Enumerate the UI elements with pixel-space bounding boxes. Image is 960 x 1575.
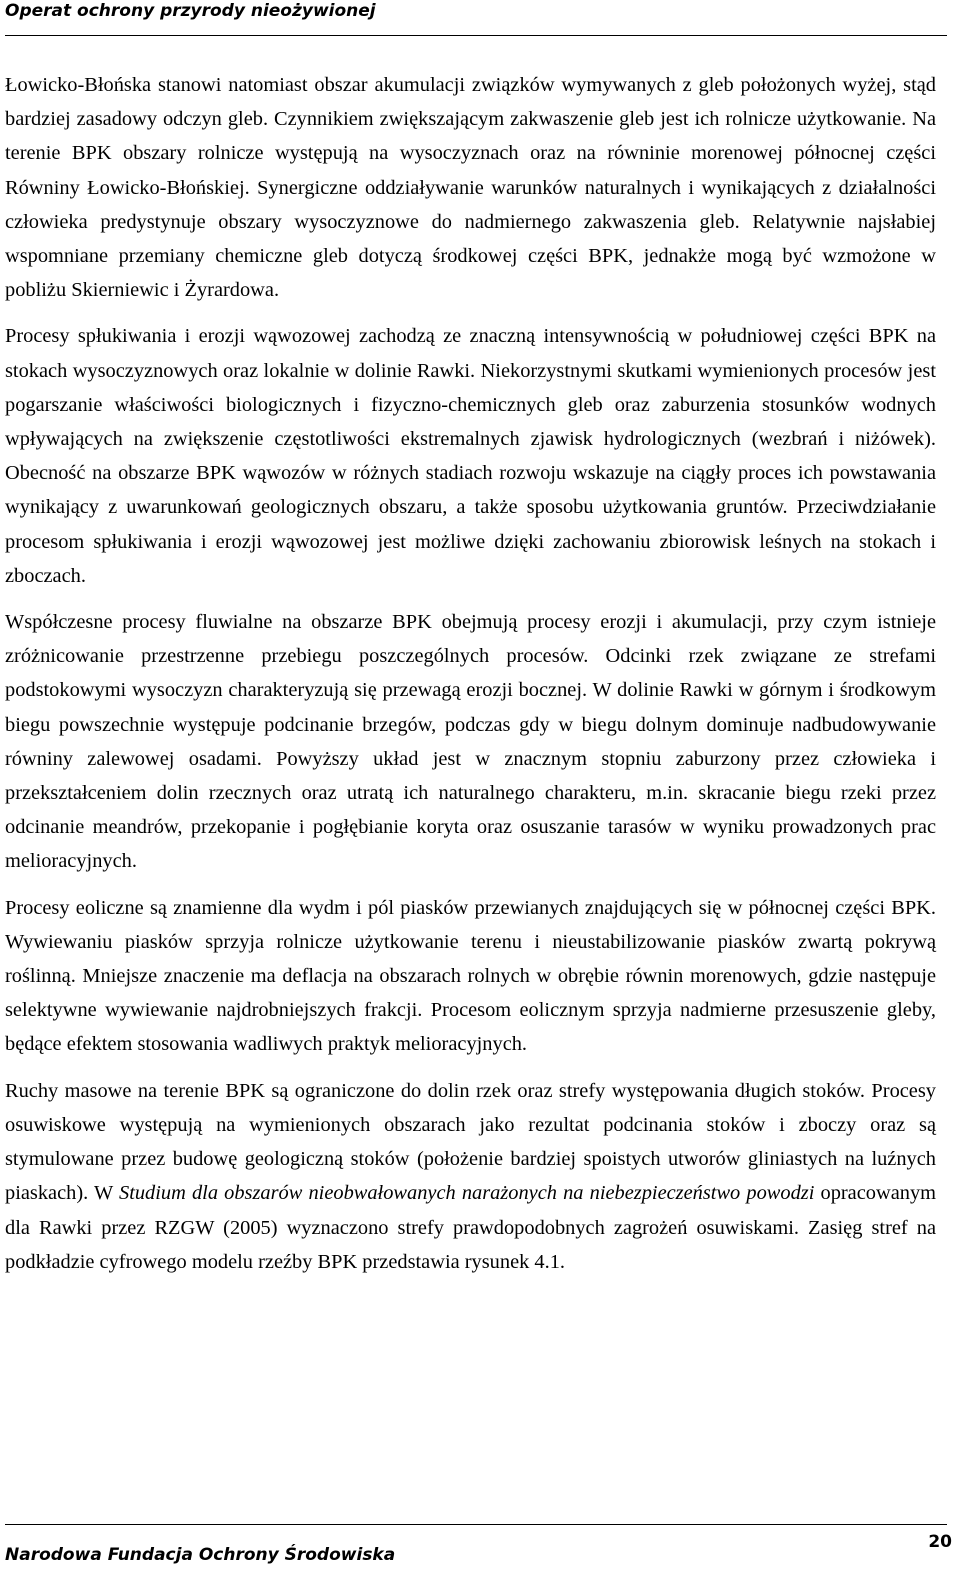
paragraph-soil-acidification: Łowicko-Błońska stanowi natomiast obszar akumulacji związków wymywanych z gleb położonych wyżej, stąd bardziej zasadowy odczyn gleb. Czynnikiem zwiększającym zakwaszenie gleb jest ich rolnicze użytkowanie. Na terenie BPK obszary rolnicze występują na wysoczyznach oraz na równinie morenowej północnej części Równiny Łowicko-Błońskiej. Synergiczne oddziaływanie warunków naturalnych i wynikających z działalności człowieka predystynuje obszary wysoczyznowe do nadmiernego zakwaszenia gleb. Relatywnie najsłabiej wspomniane przemiany chemiczne gleb dotyczą środkowej części BPK, jednakże mogą być wzmożone w pobliżu Skierniewic i Żyrardowa. — [5, 74, 936, 302]
paragraph-fluvial-processes: Współczesne procesy fluwialne na obszarze BPK obejmują procesy erozji i akumulacji, przy czym istnieje zróżnicowanie przestrzenne przebiegu poszczególnych procesów. Odcinki rzek związane ze strefami podstokowymi wysoczyzn charakteryzują się przewagą erozji bocznej. W dolinie Rawki w górnym i środkowym biegu powszechnie występuje podcinanie brzegów, podczas gdy w biegu dolnym dominuje nadbudowywanie równiny zalewowej osadami. Powyższy układ jest w znacznym stopniu zaburzony przez człowieka i przekształceniem dolin rzecznych oraz utratą ich naturalnego charakteru, m.in. skracanie biegu rzeki przez odcinanie meandrów, przekopanie i pogłębianie koryta oraz osuszanie tarasów w wyniku prowadzonych prac melioracyjnych. — [5, 611, 936, 873]
document-title: Operat ochrony przyrody nieożywionej — [5, 1, 376, 21]
paragraph-erosion-processes: Procesy spłukiwania i erozji wąwozowej zachodzą ze znaczną intensywnością w południowej części BPK na stokach wysoczyznowych oraz lokalnie w dolinie Rawki. Niekorzystnymi skutkami wymienionych procesów jest pogarszanie właściwości biologicznych i fizyczno-chemicznych gleb oraz zaburzenia stosunków wodnych wpływających na zwiększenie częstotliwości ekstremalnych zjawisk hydrologicznych (wezbrań i niżówek). Obecność na obszarze BPK wąwozów w różnych stadiach rozwoju wskazuje na ciągły proces ich powstawania wynikający z uwarunkowań geologicznych obszaru, a także sposobu użytkowania gruntów. Przeciwdziałanie procesom spłukiwania i erozji wąwozowej jest możliwe dzięki zachowaniu zbiorowisk leśnych na stokach i zboczach. — [5, 325, 936, 587]
main-content — [5, 68, 936, 1279]
paragraph-aeolian-processes: Procesy eoliczne są znamienne dla wydm i pól piasków przewianych znajdujących się w północnej części BPK. Wywiewaniu piasków sprzyja rolnicze użytkowanie terenu i nieustabilizowanie piasków zwartą pokrywą roślinną. Mniejsze znaczenie ma deflacja na obszarach rolnych w obrębie równin morenowych, gdzie następuje selektywne wywiewanie najdrobniejszych frakcji. Procesom eolicznym sprzyja nadmierne przesuszenie gleby, będące efektem stosowania wadliwych praktyk melioracyjnych. — [5, 896, 936, 1056]
study-title: Studium dla obszarów nieobwałowanych narażonych na niebezpieczeństwo powodzi — [119, 1182, 815, 1205]
page-header — [5, 0, 947, 36]
page-number: 20 — [928, 1532, 952, 1552]
paragraph-text: opracowanym dla Rawki przez RZGW (2005) wyznaczono strefy prawdopodobnych zagrożeń osuwiskami. Zasięg stref na podkładzie cyfrowego modelu rzeźby BPK przedstawia rysunek 4.1. — [5, 1182, 937, 1273]
header-divider — [5, 35, 947, 36]
footer-organization: Narodowa Fundacja Ochrony Środowiska — [5, 1545, 396, 1565]
paragraph-text: Ruchy masowe na terenie BPK są ograniczone do dolin rzek oraz strefy występowania długich stoków. Procesy osuwiskowe występują na wymienionych obszarach jako rezultat podcinania stoków i zboczy oraz są stymulowane przez budowę geologiczną stoków (położenie bardziej spoistych utworów gliniastych na luźnych piaskach). W — [5, 1079, 936, 1205]
footer-divider — [5, 1524, 947, 1525]
paragraph-mass-movements — [5, 1074, 936, 1279]
